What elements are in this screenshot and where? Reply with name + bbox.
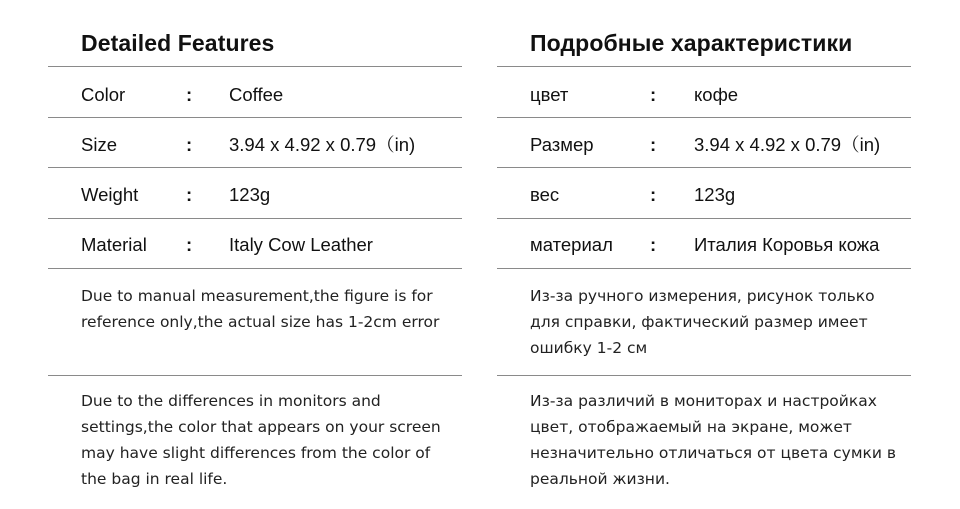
spec-value: 3.94 x 4.92 x 0.79（in)	[229, 134, 416, 155]
spec-value: 123g	[694, 184, 736, 205]
spec-colon: :	[186, 184, 193, 205]
spec-label: вес	[530, 184, 560, 205]
spec-colon: :	[650, 134, 657, 155]
spec-label: Material	[81, 234, 147, 255]
divider	[497, 167, 911, 168]
spec-colon: :	[186, 234, 193, 255]
spec-label: Color	[81, 84, 126, 105]
divider	[48, 375, 462, 376]
divider	[497, 218, 911, 219]
spec-colon: :	[186, 134, 193, 155]
spec-label: материал	[530, 234, 613, 255]
divider	[497, 117, 911, 118]
divider	[48, 167, 462, 168]
spec-value: Coffee	[229, 84, 284, 105]
spec-colon: :	[650, 84, 657, 105]
spec-colon: :	[650, 234, 657, 255]
section-title: Detailed Features	[81, 30, 275, 56]
spec-label: Weight	[81, 184, 139, 205]
divider	[497, 66, 911, 67]
divider	[497, 268, 911, 269]
divider	[497, 375, 911, 376]
spec-label: Size	[81, 134, 117, 155]
measurement-note: Из-за ручного измерения, рисунок только для справки, фактический размер имеет ошибку 1-2 см	[530, 287, 875, 357]
spec-value: 123g	[229, 184, 271, 205]
divider	[48, 268, 462, 269]
spec-value: Italy Cow Leather	[229, 234, 373, 255]
divider	[48, 117, 462, 118]
spec-colon: :	[650, 184, 657, 205]
spec-value: Италия Коровья кожа	[694, 234, 880, 255]
spec-label: цвет	[530, 84, 569, 105]
section-title: Подробные характеристики	[530, 30, 853, 56]
spec-colon: :	[186, 84, 193, 105]
divider	[48, 66, 462, 67]
spec-value: кофе	[694, 84, 739, 105]
color-note: Due to the differences in monitors and settings,the color that appears on your screen may have slight differences from the color of the bag in real life.	[81, 392, 441, 488]
spec-label: Размер	[530, 134, 594, 155]
measurement-note: Due to manual measurement,the figure is for reference only,the actual size has 1-2cm error	[81, 287, 440, 331]
color-note: Из-за различий в мониторах и настройках цвет, отображаемый на экране, может незначительно отличаться от цвета сумки в реальной жизни.	[530, 392, 897, 488]
spec-value: 3.94 x 4.92 x 0.79（in)	[694, 134, 881, 155]
divider	[48, 218, 462, 219]
